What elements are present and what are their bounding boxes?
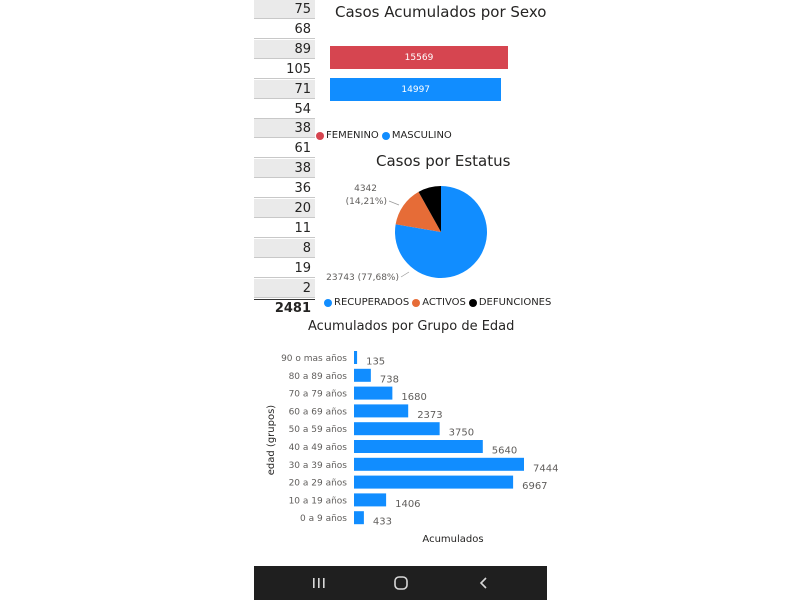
bar-data-label: 3750 <box>448 427 475 439</box>
x-axis-label: Acumulados <box>422 534 484 545</box>
bar-femenino: 15569 <box>330 46 508 69</box>
age-bar <box>354 369 371 382</box>
legend-dot-activos <box>412 299 420 307</box>
legend-item-recuperados <box>324 297 409 308</box>
y-tick-label: 20 a 29 años <box>288 478 347 489</box>
table-total: 2481 <box>254 299 315 317</box>
table-cell: 54 <box>254 100 315 119</box>
bar-data-label: 1680 <box>401 392 427 404</box>
y-tick-label: 80 a 89 años <box>288 371 347 382</box>
legend-item-femenino <box>316 130 379 141</box>
bar-data-label: 433 <box>372 516 392 528</box>
back-glyph <box>478 576 490 590</box>
table-cell: 19 <box>254 259 315 278</box>
legend-dot-femenino <box>316 132 324 140</box>
bar-data-label: 5640 <box>491 445 518 457</box>
bar-masculino: 14997 <box>330 78 501 101</box>
pie-label-activos-pct: (14,21%) <box>345 197 387 207</box>
age-bar <box>354 476 513 489</box>
age-bar-chart <box>254 345 559 550</box>
table-cell: 38 <box>254 159 315 178</box>
y-tick-label: 30 a 39 años <box>288 460 347 471</box>
legend-label-masculino: MASCULINO <box>391 130 452 141</box>
table-cell: 8 <box>254 239 315 258</box>
pie-label-activos-value: 4342 <box>354 184 377 194</box>
table-cell: 36 <box>254 179 315 198</box>
table-cell: 68 <box>254 20 315 39</box>
legend-item-masculino <box>382 130 452 141</box>
legend-label-activos: ACTIVOS <box>422 297 466 308</box>
recents-glyph <box>312 577 326 589</box>
y-tick-label: 40 a 49 años <box>288 443 347 453</box>
y-tick-label: 70 a 79 años <box>288 389 347 400</box>
legend-dot-defunciones <box>469 299 477 307</box>
age-bar <box>354 422 440 435</box>
y-tick-label: 60 a 69 años <box>288 407 347 418</box>
y-tick-label: 90 o mas años <box>281 354 347 364</box>
chart-title-edad: Acumulados por Grupo de Edad <box>308 319 515 334</box>
bar-data-label: 7444 <box>533 463 559 475</box>
table-cell: 105 <box>254 60 315 79</box>
table-cell: 61 <box>254 139 315 158</box>
table-cell: 71 <box>254 80 315 99</box>
age-bar <box>354 404 408 417</box>
table-cell: 89 <box>254 40 315 59</box>
status-pie-chart <box>314 175 547 290</box>
y-axis-label: edad (grupos) <box>266 404 277 476</box>
phone-screen <box>254 0 559 600</box>
legend-dot-masculino <box>382 132 390 140</box>
pie-leader-recuperados <box>401 272 409 277</box>
age-bar <box>354 351 357 364</box>
age-bar <box>354 493 386 506</box>
age-bar <box>354 387 392 400</box>
table-cell: 75 <box>254 0 315 19</box>
y-tick-label: 50 a 59 años <box>288 425 347 436</box>
home-icon[interactable] <box>381 566 421 600</box>
legend-item-defunciones <box>469 297 552 308</box>
age-bar <box>354 440 483 453</box>
legend-label-femenino: FEMENINO <box>326 130 379 141</box>
back-icon[interactable] <box>464 566 504 600</box>
y-tick-label: 10 a 19 años <box>288 496 347 507</box>
sex-legend <box>316 130 455 141</box>
legend-dot-recuperados <box>324 299 332 307</box>
table-cell: 2 <box>254 279 315 298</box>
bar-data-label: 135 <box>366 356 386 368</box>
pie-label-recuperados: 23743 (77,68%) <box>326 273 399 283</box>
chart-title-sexo: Casos Acumulados por Sexo <box>335 3 547 21</box>
home-glyph <box>393 575 409 591</box>
legend-item-activos <box>412 297 466 308</box>
table-cell: 20 <box>254 199 315 218</box>
bar-data-label: 6967 <box>522 481 548 493</box>
android-nav-bar <box>254 566 547 600</box>
y-tick-label: 0 a 9 años <box>300 514 347 525</box>
bar-data-label: 738 <box>379 374 399 386</box>
legend-label-recuperados: RECUPERADOS <box>334 297 410 308</box>
age-bar <box>354 511 364 524</box>
age-bar <box>354 458 524 471</box>
table-cell: 38 <box>254 119 315 138</box>
recents-icon[interactable] <box>299 566 339 600</box>
bar-data-label: 2373 <box>417 409 443 421</box>
chart-title-estatus: Casos por Estatus <box>376 152 511 170</box>
table-cell: 11 <box>254 219 315 238</box>
pie-leader-activos <box>389 201 399 205</box>
legend-label-defunciones: DEFUNCIONES <box>478 297 552 308</box>
status-legend <box>324 297 554 308</box>
bar-data-label: 1406 <box>395 498 421 510</box>
